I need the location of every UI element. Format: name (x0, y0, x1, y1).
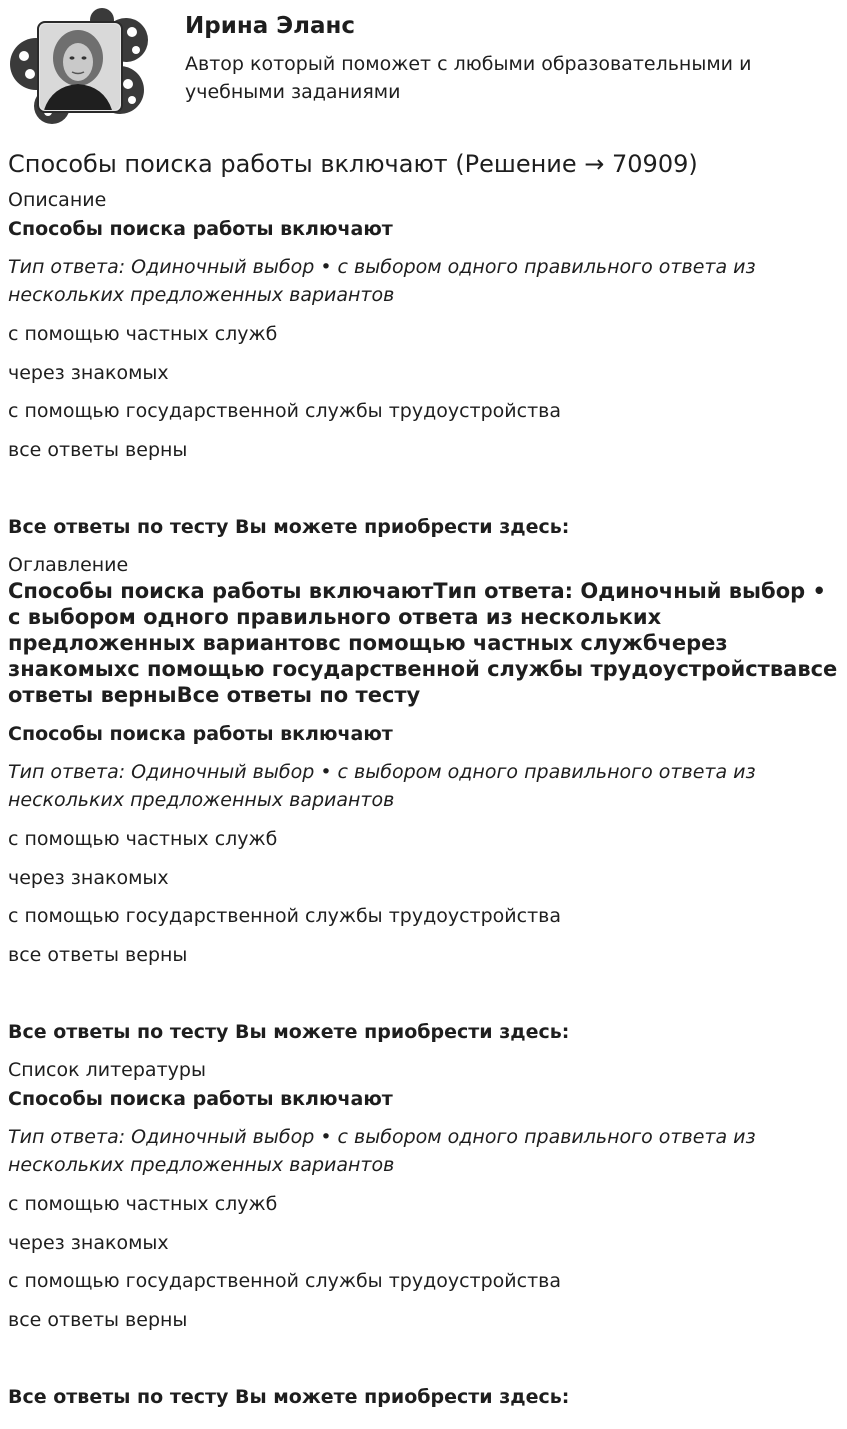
option-state-service: с помощью государственной службы трудоустройства (8, 905, 562, 927)
option-all-correct: все ответы верны (8, 439, 188, 461)
buy-answers-link[interactable]: Все ответы по тесту Вы можете приобрести здесь: (8, 1021, 570, 1043)
option-private-services: с помощью частных служб (8, 828, 278, 850)
author-header (0, 0, 847, 140)
author-avatar[interactable] (8, 6, 150, 126)
option-private-services: с помощью частных служб (8, 323, 278, 345)
option-acquaintances: через знакомых (8, 362, 169, 384)
toc-text: Способы поиска работы включаютТип ответа: Одиночный выбор • с выбором одного правильного ответа из нескольких предложенных вариантовс помощью частных службчерез знакомыхс помощью государственной службы трудоустройствавсе ответы верныВсе ответы по тесту (8, 579, 838, 707)
author-name[interactable]: Ирина Эланс (185, 13, 356, 39)
author-description: Автор который поможет с любыми образовательными и учебными заданиями (185, 53, 752, 103)
option-acquaintances: через знакомых (8, 1232, 169, 1254)
question-type: Тип ответа: Одиночный выбор • с выбором одного правильного ответа из нескольких предложенных вариантов (8, 761, 756, 811)
question-title: Способы поиска работы включают (8, 723, 393, 745)
section-heading-toc: Оглавление (8, 554, 129, 576)
option-all-correct: все ответы верны (8, 1309, 188, 1331)
section-heading-description: Описание (8, 189, 107, 211)
page-title: Способы поиска работы включают (Решение → 70909) (8, 150, 698, 178)
question-title: Способы поиска работы включают (8, 218, 393, 240)
question-title: Способы поиска работы включают (8, 1088, 393, 1110)
option-state-service: с помощью государственной службы трудоустройства (8, 400, 562, 422)
buy-answers-link[interactable]: Все ответы по тесту Вы можете приобрести здесь: (8, 1386, 570, 1408)
option-private-services: с помощью частных служб (8, 1193, 278, 1215)
question-type: Тип ответа: Одиночный выбор • с выбором одного правильного ответа из нескольких предложенных вариантов (8, 1126, 756, 1176)
film-reel-portrait-icon (8, 6, 150, 126)
section-heading-references: Список литературы (8, 1059, 206, 1081)
option-state-service: с помощью государственной службы трудоустройства (8, 1270, 562, 1292)
option-acquaintances: через знакомых (8, 867, 169, 889)
buy-answers-link[interactable]: Все ответы по тесту Вы можете приобрести здесь: (8, 516, 570, 538)
question-type: Тип ответа: Одиночный выбор • с выбором одного правильного ответа из нескольких предложенных вариантов (8, 256, 756, 306)
option-all-correct: все ответы верны (8, 944, 188, 966)
